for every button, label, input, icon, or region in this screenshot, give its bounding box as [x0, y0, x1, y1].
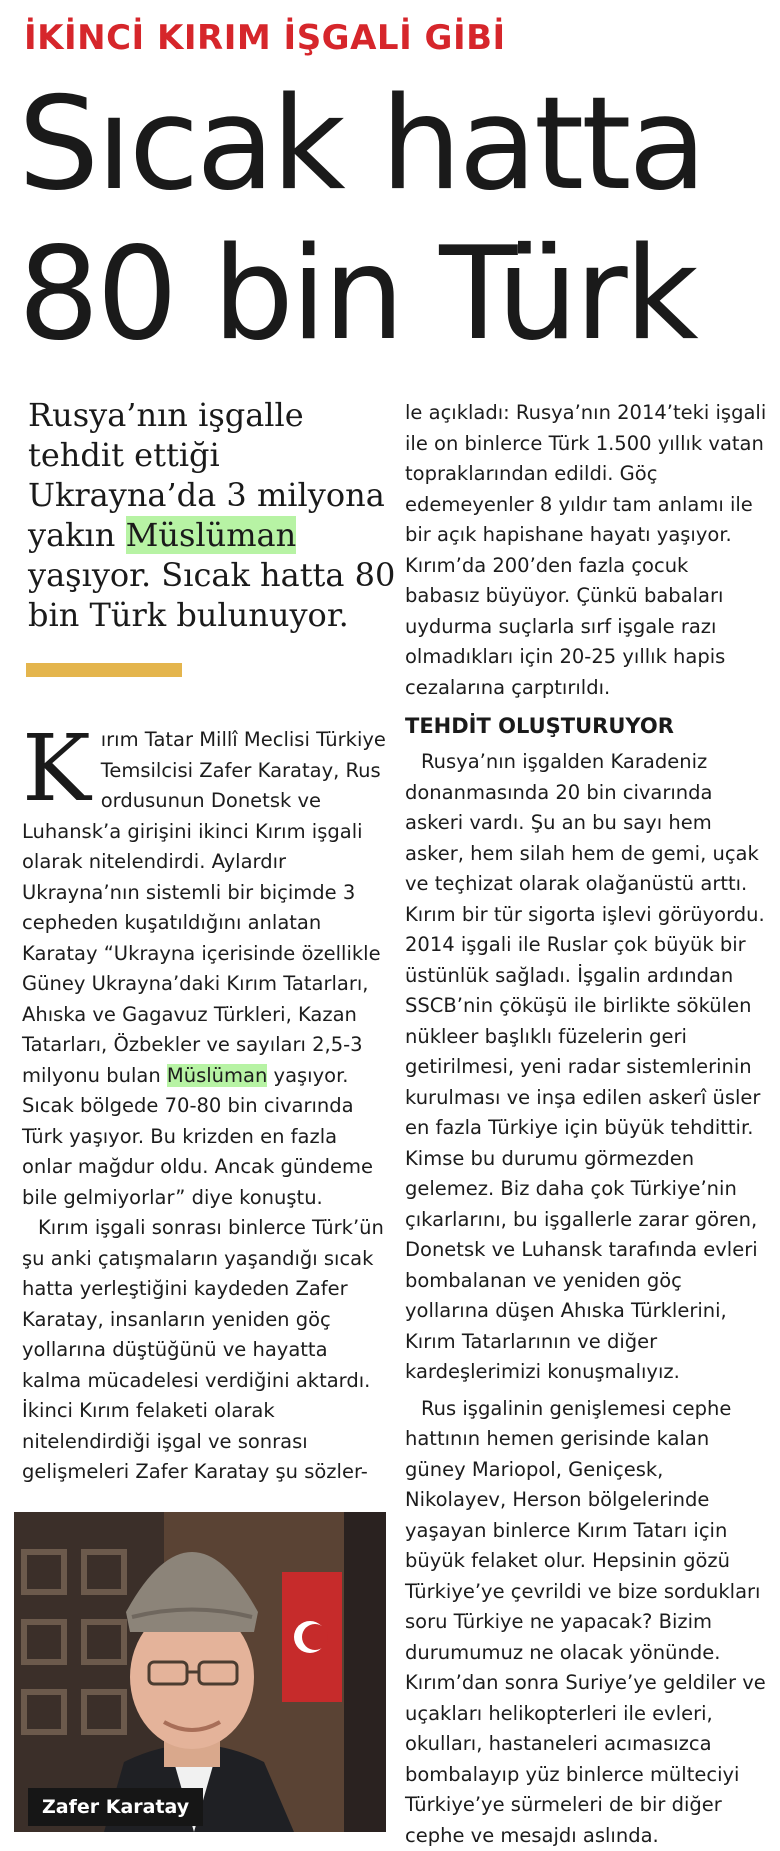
headline	[18, 70, 778, 370]
drop-cap: K	[22, 731, 91, 807]
decorative-rule	[26, 663, 182, 677]
paragraph-1-highlight: Müslüman	[167, 1064, 267, 1087]
section-subhead: TEHDİT OLUŞTURUYOR	[405, 709, 767, 743]
photo-caption: Zafer Karatay	[28, 1788, 203, 1826]
headline-line-1: Sıcak hatta	[18, 70, 704, 219]
kicker: İKİNCİ KIRIM İŞGALİ GİBİ	[24, 18, 506, 58]
portrait-illustration	[14, 1512, 386, 1832]
headline-line-2: 80 bin Türk	[18, 220, 696, 369]
portrait-photo	[14, 1512, 386, 1832]
spot-after: yaşıyor. Sıcak hatta 80 bin Türk bulunuyor.	[28, 556, 395, 634]
paragraph-1-after: yaşıyor. Sıcak bölgede 70-80 bin civarında Türk yaşıyor. Bu krizden en fazla onlar mağdur oldu. Ancak gündeme bile gelmiyorlar” diye konuştu.	[22, 1064, 373, 1209]
spot-text	[28, 395, 396, 635]
paragraph-1-before: ırım Tatar Millî Meclisi Türkiye Temsilcisi Zafer Karatay, Rus ordusunun Donetsk ve Luhansk’a girişini ikinci Kırım işgali olarak nitelendirdi. Aylardır Ukrayna’nın sistemli bir biçimde 3 cepheden kuşatıldığını anlatan Karatay “Ukrayna içerisinde özellikle Güney Ukrayna’daki Kırım Tatarları, Ahıska ve Gagavuz Türkleri, Kazan Tatarları, Özbekler ve sayıları 2,5-3 milyonu bulan	[22, 728, 386, 1087]
paragraph-4: Rusya’nın işgalden Karadeniz donanmasında 20 bin civarında askeri vardı. Şu an bu sayı hem asker, hem silah hem de gemi, uçak ve teçhizat olarak olağanüstü arttı. Kırım bir tür sigorta işlevi görüyordu. 2014 işgali ile Ruslar çok büyük bir üstünlük sağladı. İşgalin ardından SSCB’nin çöküşü ile birlikte sökülen nükleer başlıklı füzelerin geri getirilmesi, yeni radar sistemlerinin kurulması ve inşa edilen askerî üsler en fazla Türkiye için büyük tehdittir. Kimse bu durumu görmezden gelemez. Biz daha çok Türkiye’nin çıkarlarını, bu işgallerle zarar gören, Donetsk ve Luhansk tarafında evleri bombalanan ve yeniden göç yollarına düşen Ahıska Türklerini, Kırım Tatarlarının ve diğer kardeşlerimizi konuşmalıyız.	[405, 747, 767, 1388]
paragraph-3: le açıkladı: Rusya’nın 2014’teki işgali ile on binlerce Türk 1.500 yıllık vatan topraklarından edildi. Göç edemeyenler 8 yıldır tam anlamı ile bir açık hapishane hayatı yaşıyor. Kırım’da 200’den fazla çocuk babasız büyüyor. Çünkü babaları uydurma suçlarla sırf işgale razı olmadıkları için 20-25 yıllık hapis cezalarına çarptırıldı.	[405, 398, 767, 703]
paragraph-2: Kırım işgali sonrası binlerce Türk’ün şu anki çatışmaların yaşandığı sıcak hatta yerleştiğini kaydeden Zafer Karatay, insanların yeniden göç yollarına düştüğünü ve hayatta kalma mücadelesi verdiğini aktardı. İkinci Kırım felaketi olarak nitelendirdiği işgal ve sonrası gelişmeleri Zafer Karatay şu sözler-	[22, 1213, 388, 1488]
paragraph-1	[22, 725, 388, 1213]
article-left-column	[22, 725, 388, 1488]
article-right-column	[405, 398, 767, 1851]
spot-before: Rusya’nın işgalle tehdit ettiği Ukrayna’da 3 milyona yakın	[28, 396, 385, 554]
spot-highlight: Müslüman	[126, 516, 297, 554]
paragraph-5: Rus işgalinin genişlemesi cephe hattının hemen gerisinde kalan güney Mariopol, Geniçesk, Nikolayev, Herson bölgelerinde yaşayan binlerce Kırım Tatarı için büyük felaket olur. Hepsinin gözü Türkiye’ye çevrildi ve bize sordukları soru Türkiye ne yapacak? Bizim durumumuz ne olacak yönünde. Kırım’dan sonra Suriye’ye geldiler ve uçakları helikopterleri ile evleri, okulları, hastaneleri acımasızca bombalayıp yüz binlerce mülteciyi Türkiye’ye sürmeleri de bir diğer cephe ve mesajdı aslında.	[405, 1394, 767, 1851]
